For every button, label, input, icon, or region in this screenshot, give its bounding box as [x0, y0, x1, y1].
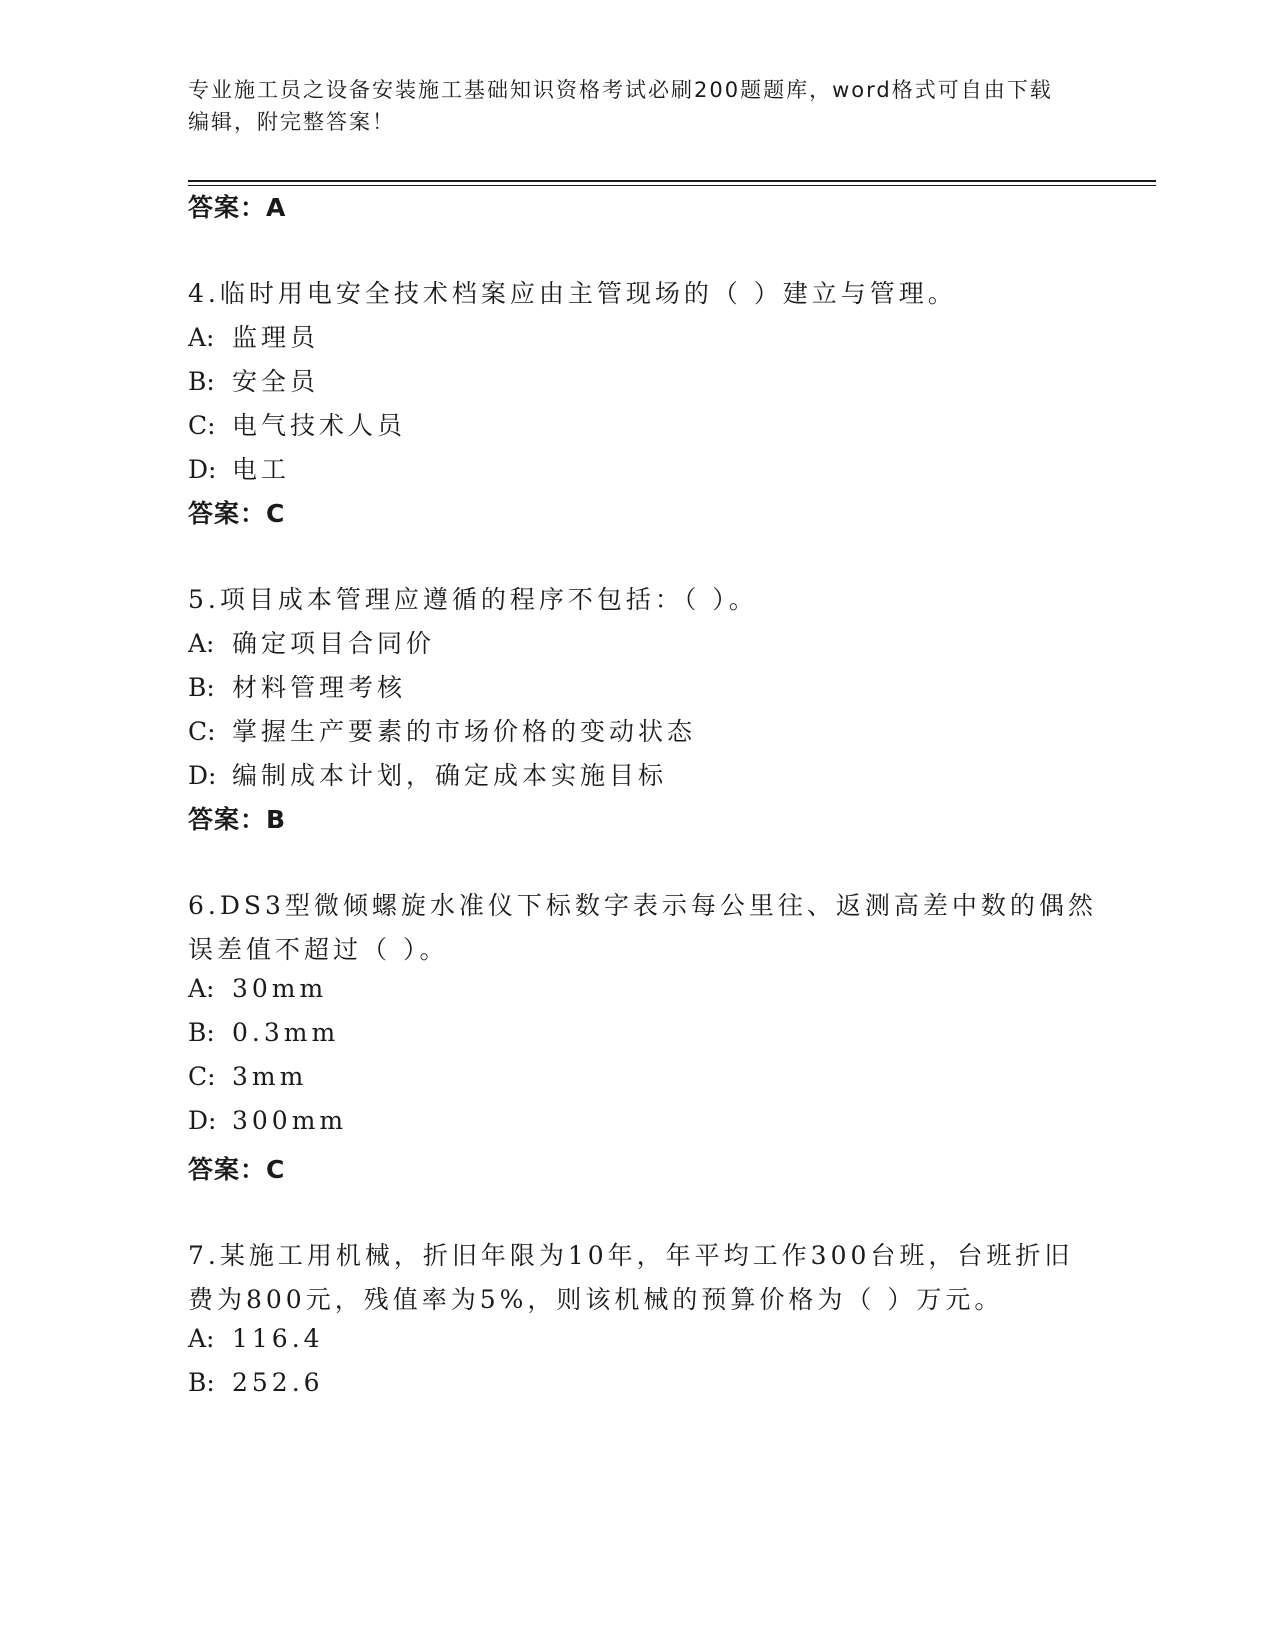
option-b [188, 362, 319, 398]
option-letter: C: [188, 411, 216, 440]
option-letter: A: [188, 323, 215, 352]
option-d [188, 1106, 347, 1135]
option-letter: C: [188, 1062, 216, 1091]
option-text: 3mm [232, 1062, 308, 1091]
option-c [188, 406, 406, 442]
option-b [188, 1018, 339, 1047]
option-text: 116.4 [232, 1324, 324, 1353]
question-stem-continued: 费为800元，残值率为5%，则该机械的预算价格为（ ）万元。 [188, 1285, 1004, 1314]
option-letter: B: [188, 367, 215, 396]
option-c [188, 1062, 307, 1091]
option-a [188, 1324, 324, 1353]
option-b [188, 1368, 324, 1397]
option-text: 0.3mm [232, 1018, 340, 1047]
option-text: 300mm [232, 1106, 348, 1135]
question-stem: 5.项目成本管理应遵循的程序不包括：（ ）。 [188, 585, 758, 614]
document-header: 专业施工员之设备安装施工基础知识资格考试必刷200题题库，word格式可自由下载编辑，附完整答案！ [188, 78, 1053, 134]
option-letter: D: [188, 761, 217, 790]
option-letter: A: [188, 629, 215, 658]
option-letter: D: [188, 1106, 217, 1135]
option-d [188, 756, 667, 792]
header-divider-thin [188, 185, 1156, 186]
option-text: 安全员 [232, 367, 320, 396]
option-text: 确定项目合同价 [232, 629, 436, 658]
answer-line: 答案：A [188, 193, 287, 222]
answer-line: 答案：B [188, 805, 287, 834]
option-text: 材料管理考核 [232, 673, 407, 702]
option-letter: D: [188, 455, 217, 484]
option-text: 掌握生产要素的市场价格的变动状态 [232, 717, 697, 746]
answer-line: 答案：C [188, 1155, 286, 1184]
option-text: 252.6 [232, 1368, 324, 1397]
option-a [188, 974, 327, 1003]
option-text: 电气技术人员 [232, 411, 407, 440]
option-text: 电工 [232, 455, 291, 484]
option-letter: B: [188, 1368, 215, 1397]
option-c [188, 712, 696, 748]
header-divider [188, 180, 1156, 182]
question-stem-continued: 误差值不超过（ ）。 [188, 935, 449, 964]
question-stem: 7.某施工用机械，折旧年限为10年，年平均工作300台班，台班折旧 [188, 1241, 1074, 1270]
option-text: 编制成本计划，确定成本实施目标 [232, 761, 668, 790]
question-stem: 6.DS3型微倾螺旋水准仪下标数字表示每公里往、返测高差中数的偶然 [188, 891, 1097, 920]
question-stem: 4.临时用电安全技术档案应由主管现场的（ ）建立与管理。 [188, 279, 957, 308]
option-a [188, 624, 435, 660]
option-a [188, 318, 319, 354]
option-b [188, 668, 406, 704]
answer-line: 答案：C [188, 499, 286, 528]
option-letter: B: [188, 673, 215, 702]
option-text: 30mm [232, 974, 328, 1003]
option-letter: B: [188, 1018, 215, 1047]
option-letter: A: [188, 974, 215, 1003]
option-d [188, 450, 290, 486]
option-letter: A: [188, 1324, 215, 1353]
option-letter: C: [188, 717, 216, 746]
option-text: 监理员 [232, 323, 320, 352]
